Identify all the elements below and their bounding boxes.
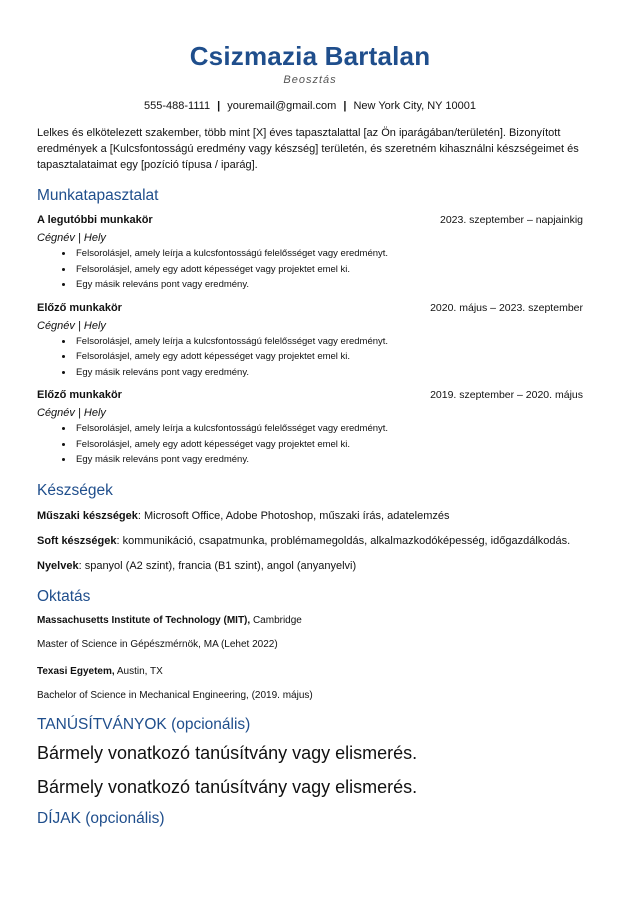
job-bullets — [37, 421, 583, 468]
job-title: A legutóbbi munkakör — [37, 214, 153, 226]
school-city: Cambridge — [250, 614, 302, 626]
bullet-item: • Felsorolásjel, amely egy adott képességet vagy projektet emel ki. — [74, 437, 583, 453]
job-company: Cégnév | Hely — [37, 232, 106, 244]
skill-value: : spanyol (A2 szint), francia (B1 szint), angol (anyanyelvi) — [78, 559, 357, 572]
contact-location: New York City, NY 10001 — [353, 100, 476, 112]
contact-line — [37, 100, 583, 112]
job-company: Cégnév | Hely — [37, 407, 106, 419]
education-degree: Master of Science in Gépészmérnök, MA (Lehet 2022) — [37, 638, 278, 650]
certification-item: Bármely vonatkozó tanúsítvány vagy elismerés. — [37, 776, 418, 797]
school-name: Massachusetts Institute of Technology (MIT), — [37, 614, 251, 626]
candidate-name: Csizmazia Bartalan — [189, 41, 431, 71]
section-heading-experience: Munkatapasztalat — [37, 187, 159, 204]
section-heading-certifications: TANÚSÍTVÁNYOK (opcionális) — [37, 715, 251, 733]
bullet-item: • Felsorolásjel, amely egy adott képességet vagy projektet emel ki. — [74, 262, 583, 278]
job-bullets — [37, 246, 583, 293]
education-degree: Bachelor of Science in Mechanical Engineering, (2019. május) — [37, 689, 313, 701]
job-title: Előző munkakör — [37, 389, 122, 401]
job-entry — [37, 301, 583, 381]
job-entry — [37, 213, 583, 293]
skill-line — [37, 558, 583, 574]
school-name: Texasi Egyetem, — [37, 665, 115, 677]
contact-separator: | — [217, 100, 221, 112]
job-company: Cégnév | Hely — [37, 319, 106, 332]
skill-line — [37, 508, 583, 524]
bullet-item: • Felsorolásjel, amely leírja a kulcsfontosságú felelősséget vagy eredményt. — [74, 246, 583, 262]
job-bullets — [37, 334, 583, 381]
education-school — [37, 614, 583, 628]
resume-page — [0, 41, 620, 918]
bullet-item: • Egy másik releváns pont vagy eredmény. — [74, 365, 583, 381]
bullet-item: • Felsorolásjel, amely egy adott képességet vagy projektet emel ki. — [74, 349, 583, 365]
school-city: Austin, TX — [114, 665, 163, 677]
bullet-item: • Felsorolásjel, amely leírja a kulcsfontosságú felelősséget vagy eredményt. — [74, 421, 583, 437]
job-dates: 2023. szeptember – napjainkig — [439, 214, 583, 226]
contact-phone: 555-488-1111 — [144, 100, 211, 112]
job-title: Előző munkakör — [37, 301, 122, 314]
skill-value: : Microsoft Office, Adobe Photoshop, műszaki írás, adatelemzés — [137, 509, 450, 522]
summary-paragraph: Lelkes és elkötelezett szakember, több mint [X] éves tapasztalattal [az Ön iparágában/területén]. Bizonyított eredmények a [Kulcsfontosságú eredmény vagy készség] területén, és szeretném kihasználni készségeimet és tapasztalataimat egy [pozíció típusa / iparág]. — [37, 127, 579, 171]
job-dates: 2020. május – 2023. szeptember — [430, 301, 583, 314]
contact-email: youremail@gmail.com — [227, 100, 337, 112]
job-entry — [37, 388, 583, 468]
skill-line — [37, 533, 583, 549]
skill-label: Nyelvek — [37, 559, 79, 572]
section-heading-skills: Készségek — [37, 481, 113, 499]
bullet-item: • Egy másik releváns pont vagy eredmény. — [74, 277, 583, 293]
section-heading-education: Oktatás — [37, 587, 91, 605]
certification-item: Bármely vonatkozó tanúsítvány vagy elismerés. — [37, 742, 418, 763]
job-dates: 2019. szeptember – 2020. május — [430, 389, 583, 401]
skill-label: Soft készségek — [37, 534, 117, 547]
skill-value: : kommunikáció, csapatmunka, problémamegoldás, alkalmazkodóképesség, időgazdálkodás. — [116, 534, 571, 547]
bullet-item: • Felsorolásjel, amely leírja a kulcsfontosságú felelősséget vagy eredményt. — [74, 334, 583, 350]
bullet-item: • Egy másik releváns pont vagy eredmény. — [74, 452, 583, 468]
skill-label: Műszaki készségek — [37, 509, 138, 522]
section-heading-awards: DÍJAK (opcionális) — [37, 809, 165, 827]
education-school — [37, 665, 583, 679]
contact-separator: | — [343, 100, 347, 112]
candidate-role: Beosztás — [283, 74, 337, 86]
